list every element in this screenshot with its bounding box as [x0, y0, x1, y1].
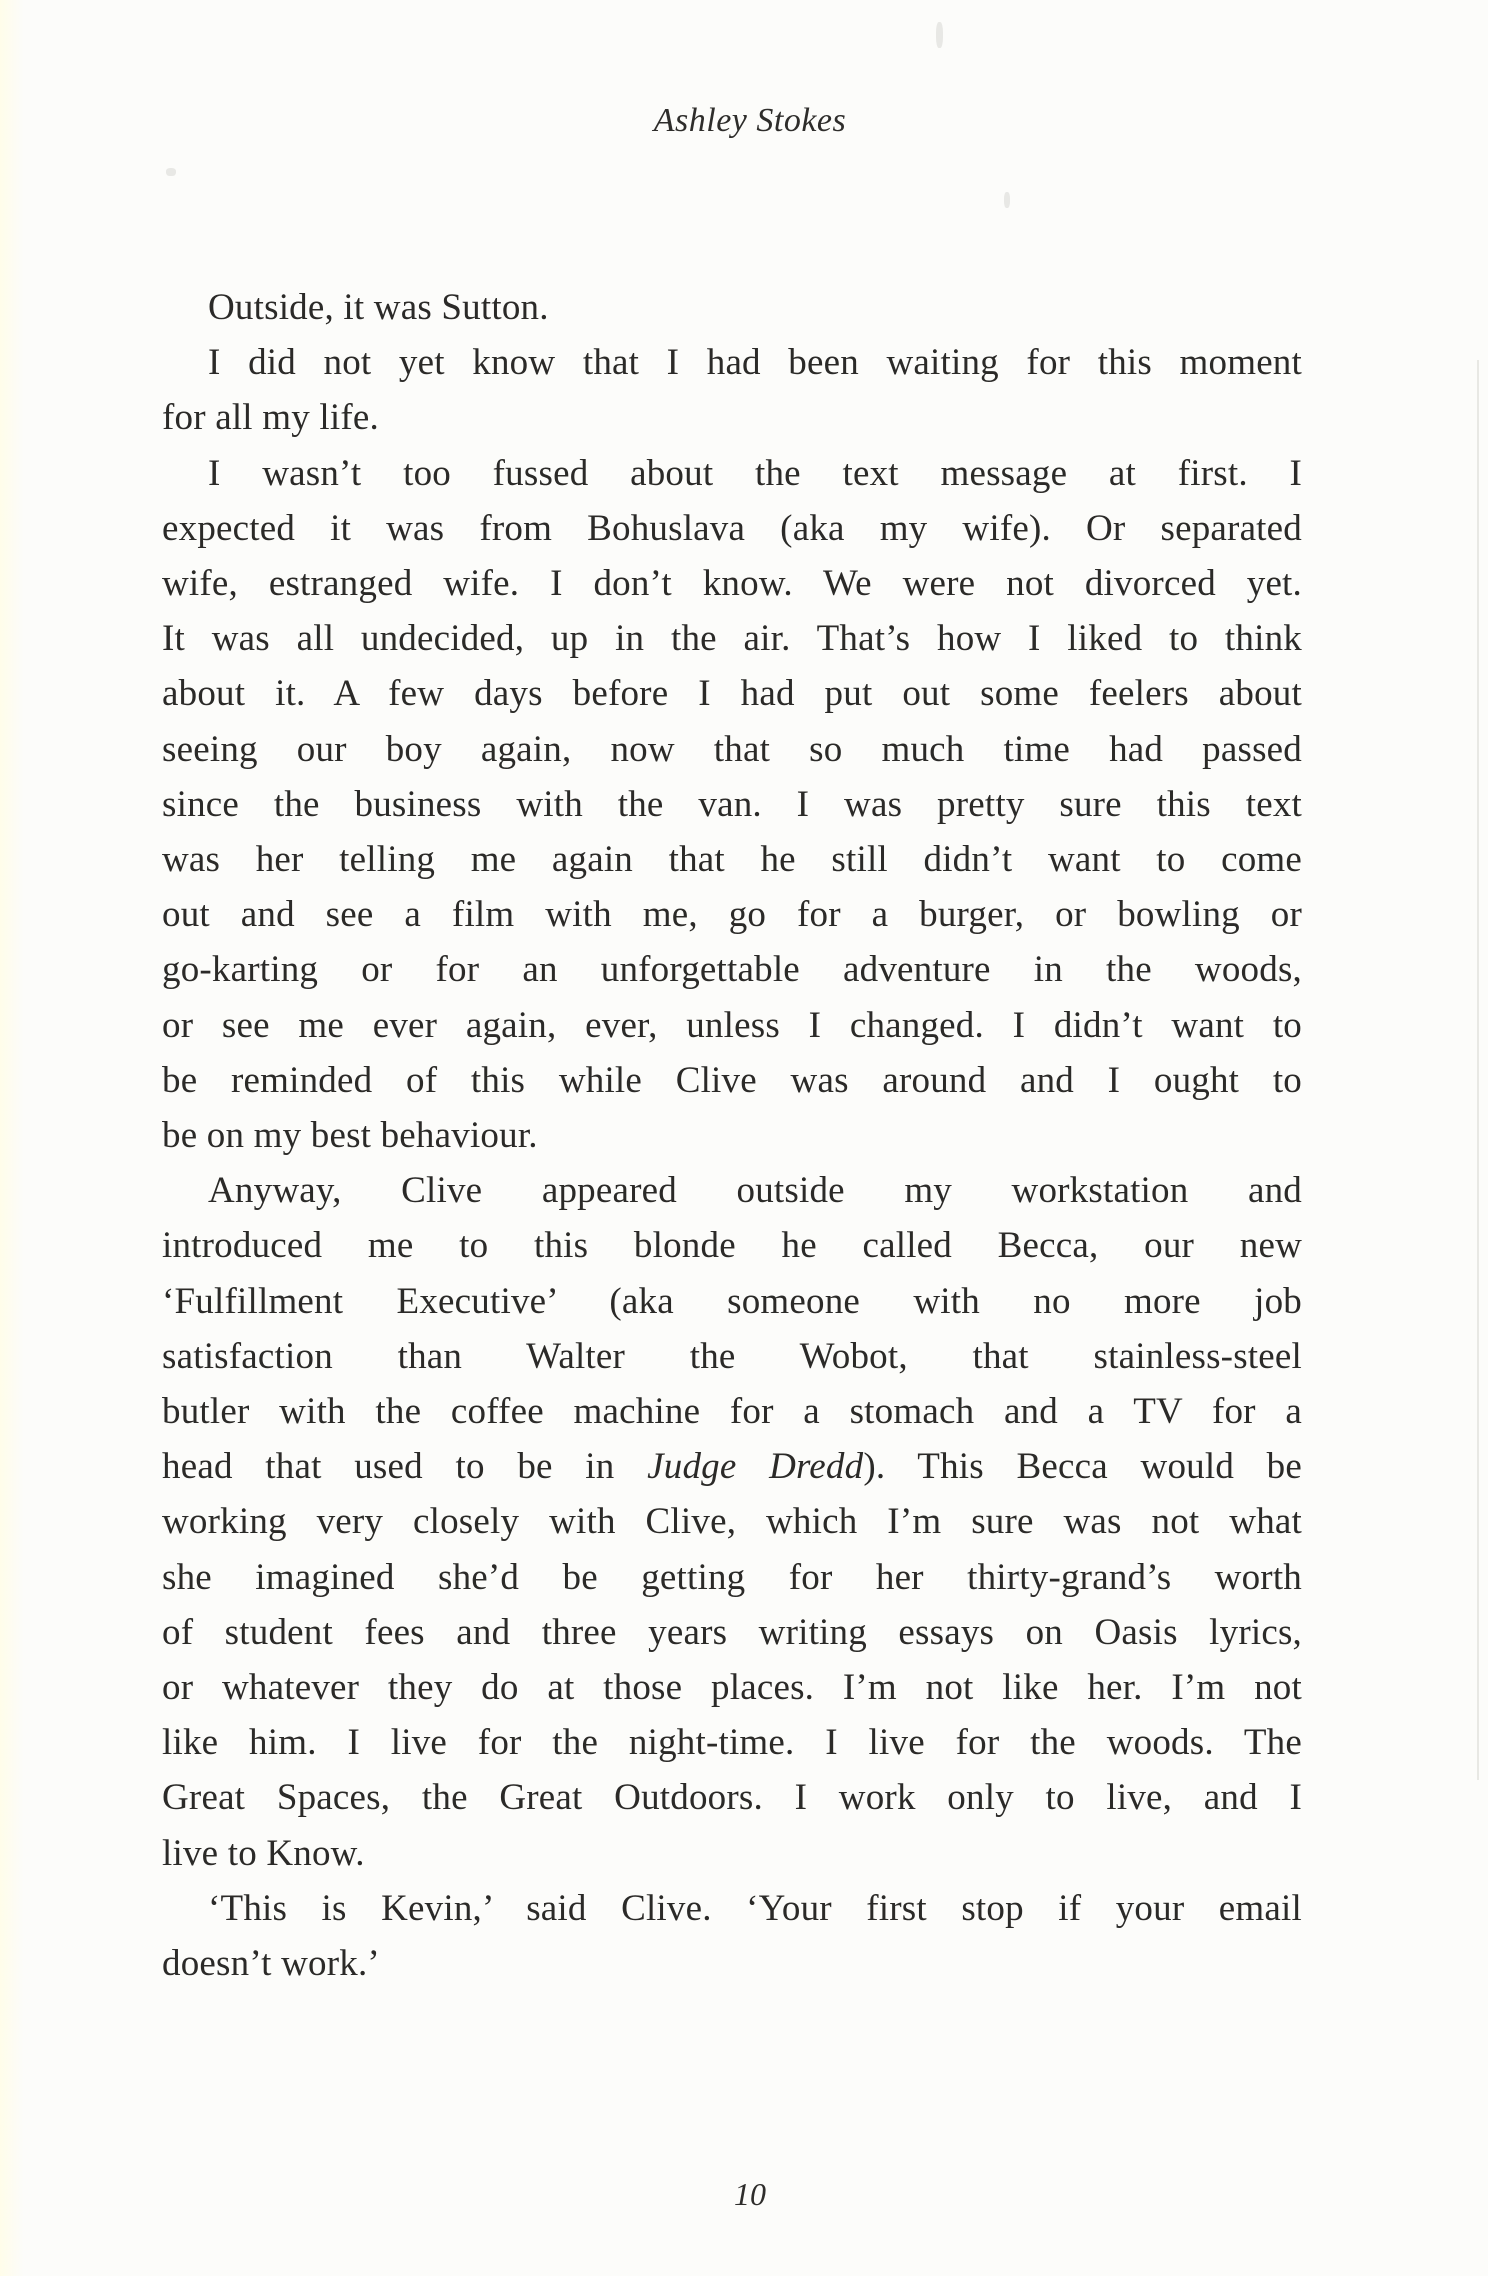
body-line: live to Know.: [162, 1832, 365, 1874]
body-line: I did not yet know that I had been waiting for this moment: [208, 342, 1302, 384]
body-line: or whatever they do at those places. I’m not like her. I’m not: [162, 1667, 1302, 1709]
scan-smudge: [166, 168, 176, 176]
body-line: about it. A few days before I had put out some feelers about: [162, 673, 1302, 715]
body-line: introduced me to this blonde he called Becca, our new: [162, 1225, 1302, 1267]
body-line: or see me ever again, ever, unless I changed. I didn’t want to: [162, 1004, 1302, 1046]
running-header-author: Ashley Stokes: [653, 102, 847, 139]
body-line: of student fees and three years writing essays on Oasis lyrics,: [162, 1611, 1302, 1653]
body-line: doesn’t work.’: [162, 1943, 380, 1985]
body-line-text: head that used to be in: [162, 1446, 648, 1488]
page-right-edge-shadow: [1477, 360, 1479, 1780]
body-line: be on my best behaviour.: [162, 1115, 538, 1157]
scan-smudge: [936, 22, 943, 48]
body-line-text: ). This Becca would be: [863, 1446, 1302, 1488]
body-line: [162, 1439, 1302, 1494]
page-left-edge-tint: [0, 0, 24, 2276]
body-line: be reminded of this while Clive was around and I ought to: [162, 1059, 1302, 1101]
body-line: expected it was from Bohuslava (aka my wife). Or separated: [162, 507, 1302, 549]
body-line: for all my life.: [162, 397, 379, 439]
body-line: Anyway, Clive appeared outside my workstation and: [208, 1170, 1302, 1212]
body-line: like him. I live for the night-time. I live for the woods. The: [162, 1722, 1302, 1764]
body-line: working very closely with Clive, which I’m sure was not what: [162, 1501, 1302, 1543]
body-line: was her telling me again that he still didn’t want to come: [162, 839, 1302, 881]
body-line: ‘Fulfillment Executive’ (aka someone with no more job: [162, 1280, 1302, 1322]
body-line: wife, estranged wife. I don’t know. We were not divorced yet.: [162, 563, 1302, 605]
body-text-block: [162, 280, 1302, 1991]
body-line: Great Spaces, the Great Outdoors. I work only to live, and I: [162, 1777, 1302, 1819]
body-line: ‘This is Kevin,’ said Clive. ‘Your first stop if your email: [208, 1887, 1302, 1929]
body-line: I wasn’t too fussed about the text message at first. I: [208, 452, 1302, 494]
body-line: butler with the coffee machine for a stomach and a TV for a: [162, 1391, 1302, 1433]
body-line: since the business with the van. I was pretty sure this text: [162, 783, 1302, 825]
body-line: she imagined she’d be getting for her thirty-grand’s worth: [162, 1556, 1302, 1598]
body-line: out and see a film with me, go for a burger, or bowling or: [162, 894, 1302, 936]
scan-smudge: [1004, 192, 1010, 208]
body-line: go-karting or for an unforgettable adventure in the woods,: [162, 949, 1302, 991]
body-line: satisfaction than Walter the Wobot, that stainless-steel: [162, 1335, 1302, 1377]
body-line: Outside, it was Sutton.: [208, 287, 549, 328]
body-line: seeing our boy again, now that so much time had passed: [162, 728, 1302, 770]
page-number: 10: [734, 2176, 766, 2212]
book-title-italic: Judge Dredd: [647, 1446, 864, 1488]
body-line: It was all undecided, up in the air. That’s how I liked to think: [162, 618, 1302, 660]
